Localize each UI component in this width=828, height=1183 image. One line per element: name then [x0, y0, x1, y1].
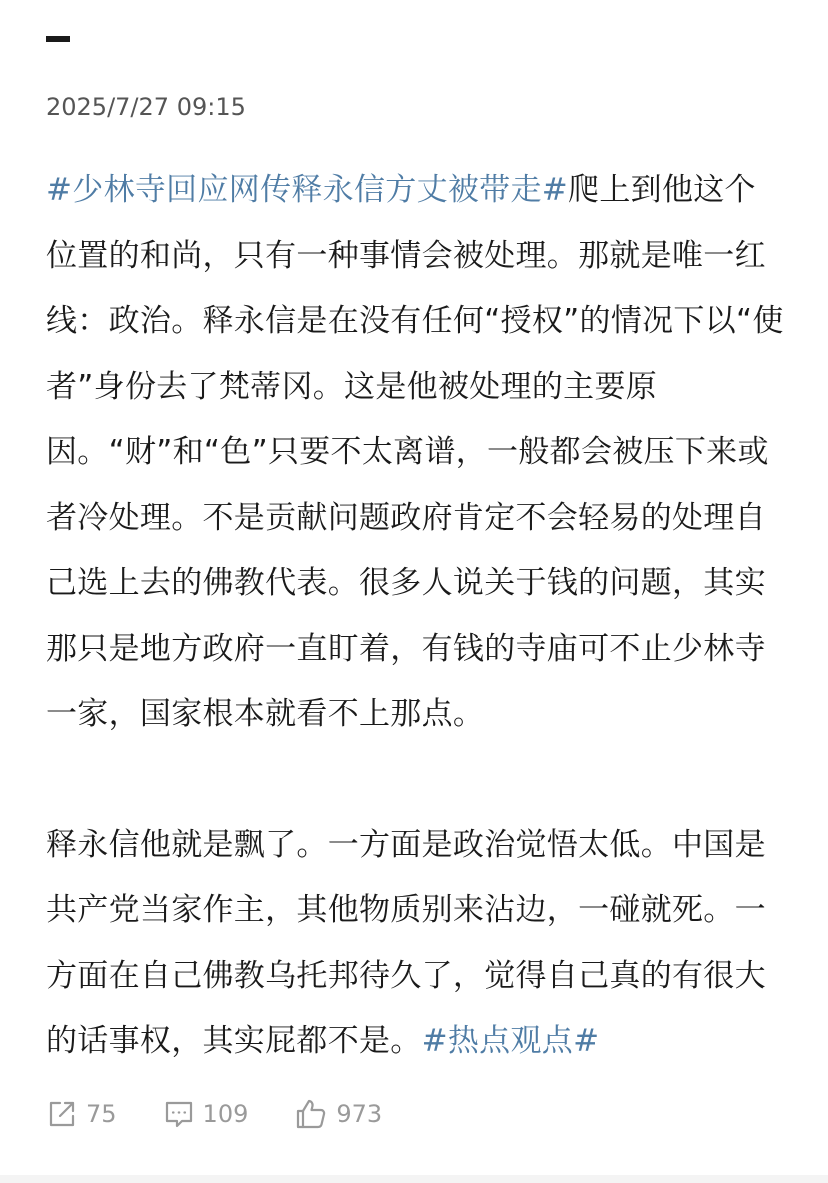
like-count: 973 [336, 1100, 383, 1128]
repost-button[interactable] [46, 1098, 117, 1130]
post-body [46, 158, 786, 1075]
post-paragraph-2 [46, 813, 786, 1075]
bottom-divider [0, 1175, 828, 1183]
topic-tag-hot-opinion[interactable]: #热点观点# [421, 1023, 600, 1059]
repost-count: 75 [86, 1100, 117, 1128]
topic-tag-shaolin[interactable]: #少林寺回应网传释永信方丈被带走# [46, 172, 569, 208]
repost-icon [46, 1098, 78, 1130]
top-bar-dash [46, 36, 70, 42]
post-paragraph-1 [46, 158, 786, 748]
like-button[interactable] [294, 1097, 382, 1131]
paragraph-1-text: 爬上到他这个位置的和尚，只有一种事情会被处理。那就是唯一红线：政治。释永信是在没有任何“授权”的情况下以“使者”身份去了梵蒂冈。这是他被处理的主要原因。“财”和“色”只要不太离谱，一般都会被压下来或者冷处理。不是贡献问题政府肯定不会轻易的处理自己选上去的佛教代表。很多人说关于钱的问题，其实那只是地方政府一直盯着，有钱的寺庙可不止少林寺一家，国家根本就看不上那点。 [46, 172, 784, 732]
comment-icon [163, 1098, 195, 1130]
thumbs-up-icon [294, 1097, 328, 1131]
comment-count: 109 [202, 1100, 249, 1128]
post-actions [46, 1094, 428, 1134]
post-timestamp: 2025/7/27 09:15 [46, 93, 246, 121]
paragraph-2-text: 释永信他就是飘了。一方面是政治觉悟太低。中国是共产党当家作主，其他物质别来沾边，一碰就死。一方面在自己佛教乌托邦待久了，觉得自己真的有很大的话事权，其实屁都不是。 [46, 826, 766, 1059]
comment-button[interactable] [163, 1098, 249, 1130]
